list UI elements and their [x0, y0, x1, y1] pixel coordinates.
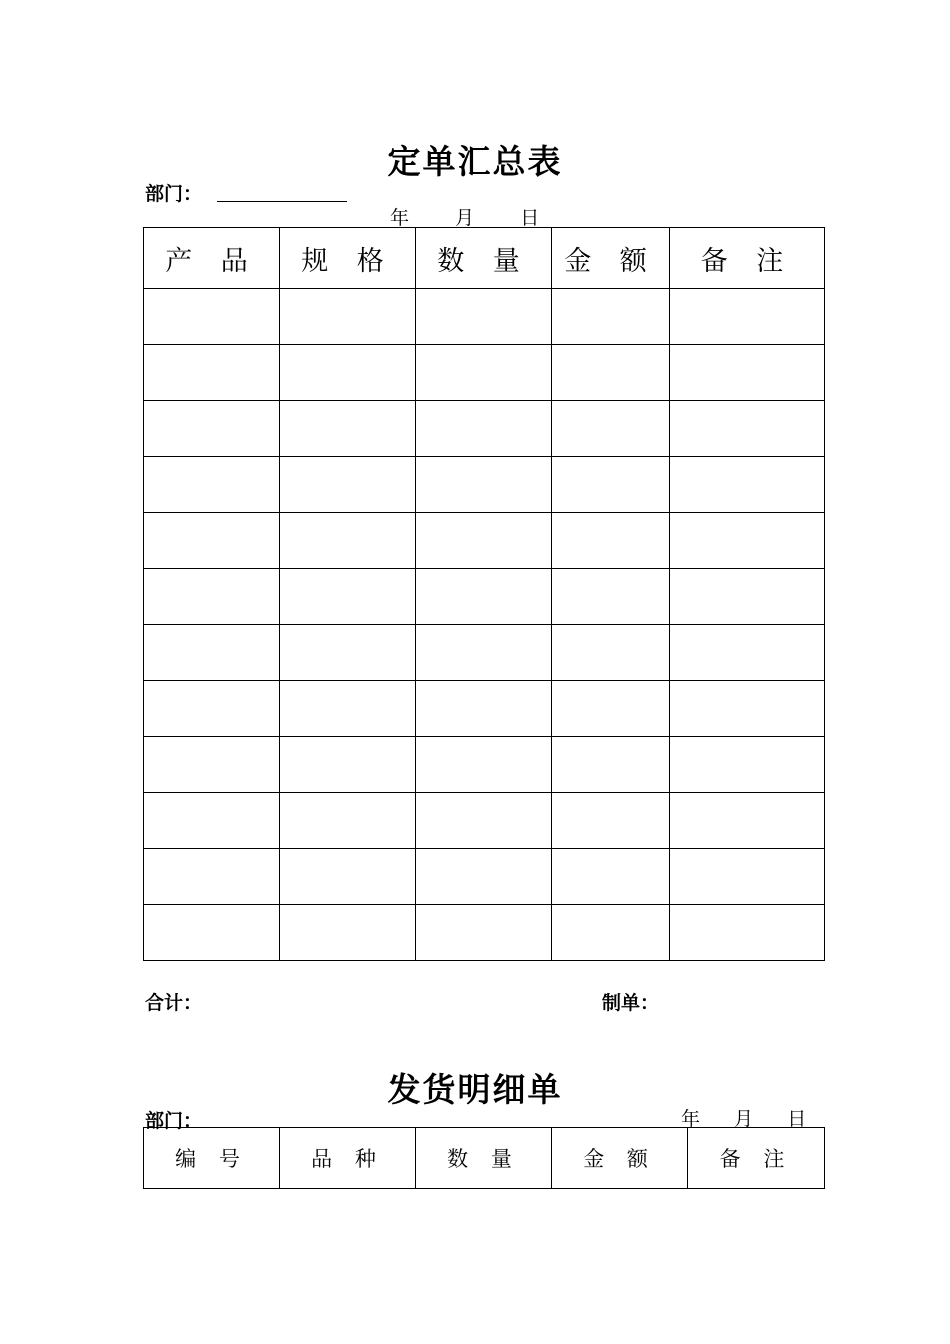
- table-cell[interactable]: [144, 345, 280, 401]
- table-cell[interactable]: [144, 737, 280, 793]
- form2-date-year: 年: [681, 1108, 701, 1130]
- table-cell[interactable]: [280, 625, 416, 681]
- table-cell[interactable]: [670, 345, 825, 401]
- form1-date-day: 日: [520, 207, 540, 229]
- form1-date-month: 月: [455, 207, 475, 229]
- table-cell[interactable]: [144, 793, 280, 849]
- table-cell[interactable]: [552, 681, 670, 737]
- order-summary-table: [143, 227, 825, 961]
- form2-title: 发货明细单: [387, 1070, 563, 1109]
- table-row: [144, 289, 825, 345]
- table-cell[interactable]: [144, 625, 280, 681]
- table-row: [144, 513, 825, 569]
- form1-date-year: 年: [390, 207, 410, 229]
- table-cell[interactable]: [280, 513, 416, 569]
- header-remarks: 备 注: [688, 1128, 825, 1189]
- table-cell[interactable]: [280, 457, 416, 513]
- table-cell[interactable]: [280, 905, 416, 961]
- table-cell[interactable]: [552, 569, 670, 625]
- table-cell[interactable]: [552, 737, 670, 793]
- table-cell[interactable]: [416, 905, 552, 961]
- header-amount: 金 额: [552, 1128, 688, 1189]
- table-cell[interactable]: [144, 401, 280, 457]
- table-row: [144, 401, 825, 457]
- table-cell[interactable]: [416, 737, 552, 793]
- table-row: [144, 457, 825, 513]
- table-cell[interactable]: [144, 849, 280, 905]
- table-header-row: [144, 1128, 825, 1189]
- form2-date-day: 日: [787, 1108, 807, 1130]
- table-cell[interactable]: [552, 457, 670, 513]
- table-cell[interactable]: [280, 345, 416, 401]
- table-cell[interactable]: [280, 793, 416, 849]
- table-cell[interactable]: [416, 849, 552, 905]
- table-cell[interactable]: [670, 513, 825, 569]
- table-header-row: [144, 228, 825, 289]
- table-cell[interactable]: [552, 625, 670, 681]
- table-cell[interactable]: [670, 737, 825, 793]
- form1-total-label: 合计：: [145, 992, 203, 1014]
- form1-title: 定单汇总表: [387, 142, 563, 181]
- table-cell[interactable]: [670, 849, 825, 905]
- table-cell[interactable]: [416, 457, 552, 513]
- form2-date-month: 月: [734, 1108, 754, 1130]
- table-cell[interactable]: [144, 513, 280, 569]
- table-cell[interactable]: [416, 569, 552, 625]
- table-cell[interactable]: [144, 681, 280, 737]
- table-cell[interactable]: [144, 457, 280, 513]
- form1-maker-label: 制单：: [602, 992, 660, 1014]
- header-quantity: 数 量: [416, 1128, 552, 1189]
- table-cell[interactable]: [670, 289, 825, 345]
- table-row: [144, 737, 825, 793]
- table-cell[interactable]: [552, 849, 670, 905]
- table-cell[interactable]: [670, 569, 825, 625]
- table-cell[interactable]: [144, 569, 280, 625]
- table-cell[interactable]: [670, 401, 825, 457]
- header-quantity: 数 量: [416, 228, 552, 289]
- table-row: [144, 681, 825, 737]
- table-cell[interactable]: [416, 681, 552, 737]
- table-cell[interactable]: [552, 289, 670, 345]
- table-cell[interactable]: [670, 625, 825, 681]
- table-cell[interactable]: [280, 289, 416, 345]
- table-cell[interactable]: [144, 289, 280, 345]
- table-cell[interactable]: [416, 289, 552, 345]
- table-row: [144, 849, 825, 905]
- table-cell[interactable]: [552, 905, 670, 961]
- form1-dept-label: 部门：: [145, 183, 203, 205]
- header-number: 编 号: [144, 1128, 280, 1189]
- table-cell[interactable]: [670, 457, 825, 513]
- header-remarks: 备 注: [670, 228, 825, 289]
- form1-date: [390, 203, 539, 230]
- table-cell[interactable]: [552, 401, 670, 457]
- table-cell[interactable]: [280, 849, 416, 905]
- table-cell[interactable]: [552, 345, 670, 401]
- form2-dept-field[interactable]: [212, 1106, 322, 1128]
- header-variety: 品 种: [280, 1128, 416, 1189]
- table-cell[interactable]: [416, 513, 552, 569]
- table-row: [144, 345, 825, 401]
- header-spec: 规 格: [280, 228, 416, 289]
- table-cell[interactable]: [416, 793, 552, 849]
- table-cell[interactable]: [416, 345, 552, 401]
- form1-dept-field[interactable]: [217, 180, 347, 202]
- form2-dept-label: 部门：: [145, 1110, 203, 1132]
- table-cell[interactable]: [280, 737, 416, 793]
- table-cell[interactable]: [280, 569, 416, 625]
- header-amount: 金 额: [552, 228, 670, 289]
- table-cell[interactable]: [280, 401, 416, 457]
- table-row: [144, 905, 825, 961]
- table-cell[interactable]: [144, 905, 280, 961]
- table-cell[interactable]: [416, 401, 552, 457]
- table-row: [144, 793, 825, 849]
- header-product: 产 品: [144, 228, 280, 289]
- delivery-detail-table: [143, 1127, 825, 1189]
- table-row: [144, 569, 825, 625]
- table-cell[interactable]: [416, 625, 552, 681]
- table-cell[interactable]: [670, 681, 825, 737]
- table-row: [144, 625, 825, 681]
- table-cell[interactable]: [670, 793, 825, 849]
- table-cell[interactable]: [552, 793, 670, 849]
- table-cell[interactable]: [552, 513, 670, 569]
- table-cell[interactable]: [280, 681, 416, 737]
- table-cell[interactable]: [670, 905, 825, 961]
